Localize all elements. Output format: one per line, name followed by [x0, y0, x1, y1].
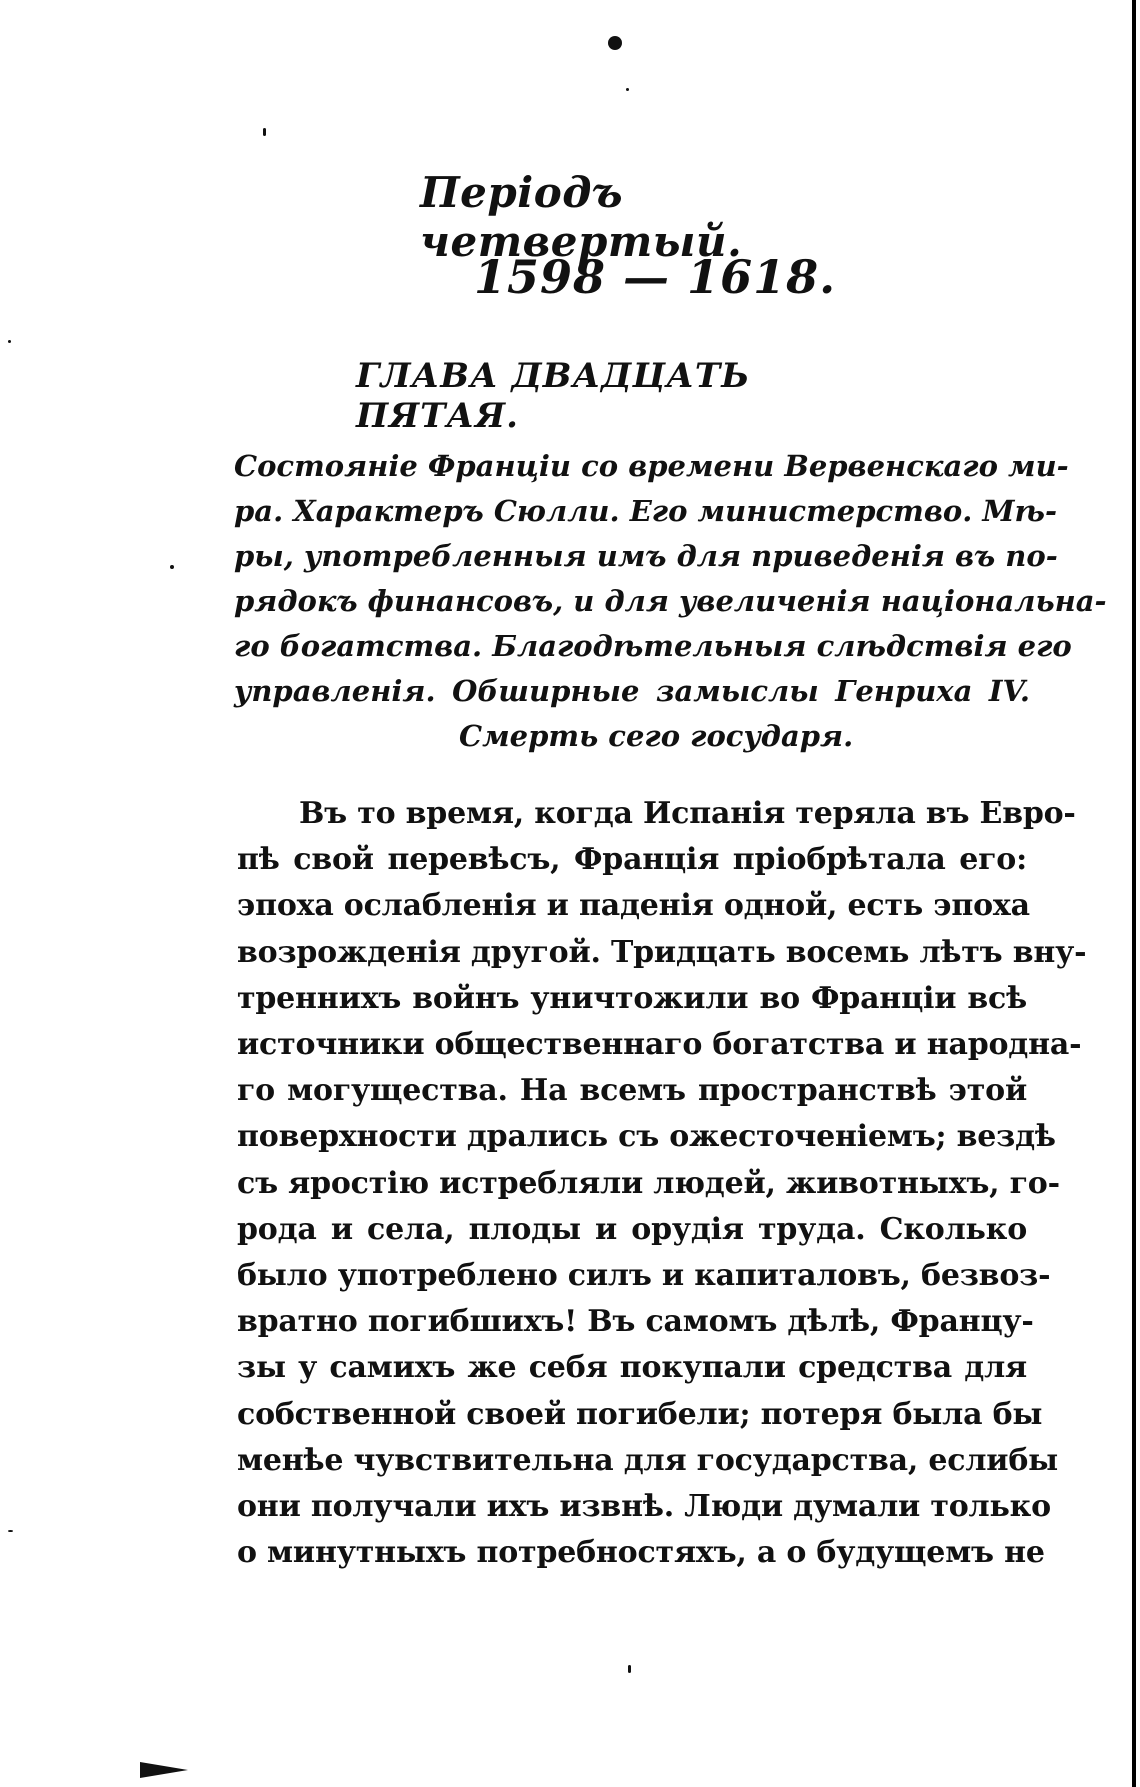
summary-line: ры, употребленныя имъ для приведенія въ по-	[234, 539, 1058, 573]
ink-speck	[628, 1665, 631, 1673]
body-line: источники общественнаго богатства и народна-	[237, 1027, 1082, 1063]
body-line: Въ то время, когда Испанія теряла въ Евро-	[299, 796, 1076, 831]
body-line: пѣ свой перевѣсъ, Франція пріобрѣтала его:	[237, 842, 1027, 878]
body-line: собственной своей погибели; потеря была бы	[237, 1396, 1043, 1432]
ink-speck	[8, 340, 11, 343]
body-line: зы у самихъ же себя покупали средства для	[237, 1350, 1027, 1386]
body-line: менѣе чувствительна для государства, еслибы	[237, 1442, 1059, 1478]
summary-line: Смерть сего государя.	[459, 719, 854, 753]
body-line: эпоха ослабленія и паденія одной, есть эпоха	[237, 888, 1030, 924]
ink-speck	[263, 128, 266, 136]
chapter-summary	[234, 444, 1107, 759]
body-line: рода и села, плоды и орудія труда. Сколько	[237, 1211, 1027, 1247]
page-edge-shadow	[1132, 0, 1136, 1787]
body-line: треннихъ войнъ уничтожили во Франціи всѣ	[237, 980, 1027, 1016]
body-line: было употреблено силъ и капиталовъ, безвоз-	[237, 1258, 1051, 1294]
body-line: съ яростію истребляли людей, животныхъ, го-	[237, 1165, 1060, 1201]
body-line: они получали ихъ извнѣ. Люди думали только	[237, 1489, 1051, 1525]
body-line: го могущества. На всемъ пространствѣ этой	[237, 1073, 1027, 1109]
chapter-title: ГЛАВА ДВАДЦАТЬ ПЯТАЯ.	[356, 356, 751, 436]
ink-speck	[608, 36, 622, 50]
summary-line: рядокъ финансовъ, и для увеличенія національна-	[234, 584, 1107, 618]
scan-marker-arrow	[140, 1762, 188, 1778]
ink-speck	[170, 565, 174, 569]
period-title: Періодъ четвертый.	[420, 168, 743, 266]
period-years: 1598 — 1618.	[474, 250, 837, 304]
ink-speck	[8, 1530, 13, 1532]
body-text	[237, 791, 1087, 1576]
body-line: о минутныхъ потребностяхъ, а о будущемъ не	[237, 1535, 1045, 1571]
summary-line: Состояніе Франціи со времени Вервенскаго ми-	[234, 449, 1069, 483]
summary-line: ра. Характеръ Сюлли. Его министерство. Мѣ-	[234, 494, 1058, 528]
ink-speck	[626, 88, 629, 91]
summary-line: управленія. Обширные замыслы Генриха IV.	[234, 674, 1030, 708]
body-line: поверхности дрались съ ожесточеніемъ; вездѣ	[237, 1119, 1056, 1155]
body-line: возрожденія другой. Тридцать восемь лѣтъ вну-	[237, 934, 1087, 970]
summary-line: го богатства. Благодѣтельныя слѣдствія его	[234, 629, 1072, 663]
body-line: вратно погибшихъ! Въ самомъ дѣлѣ, Францу-	[237, 1304, 1034, 1340]
